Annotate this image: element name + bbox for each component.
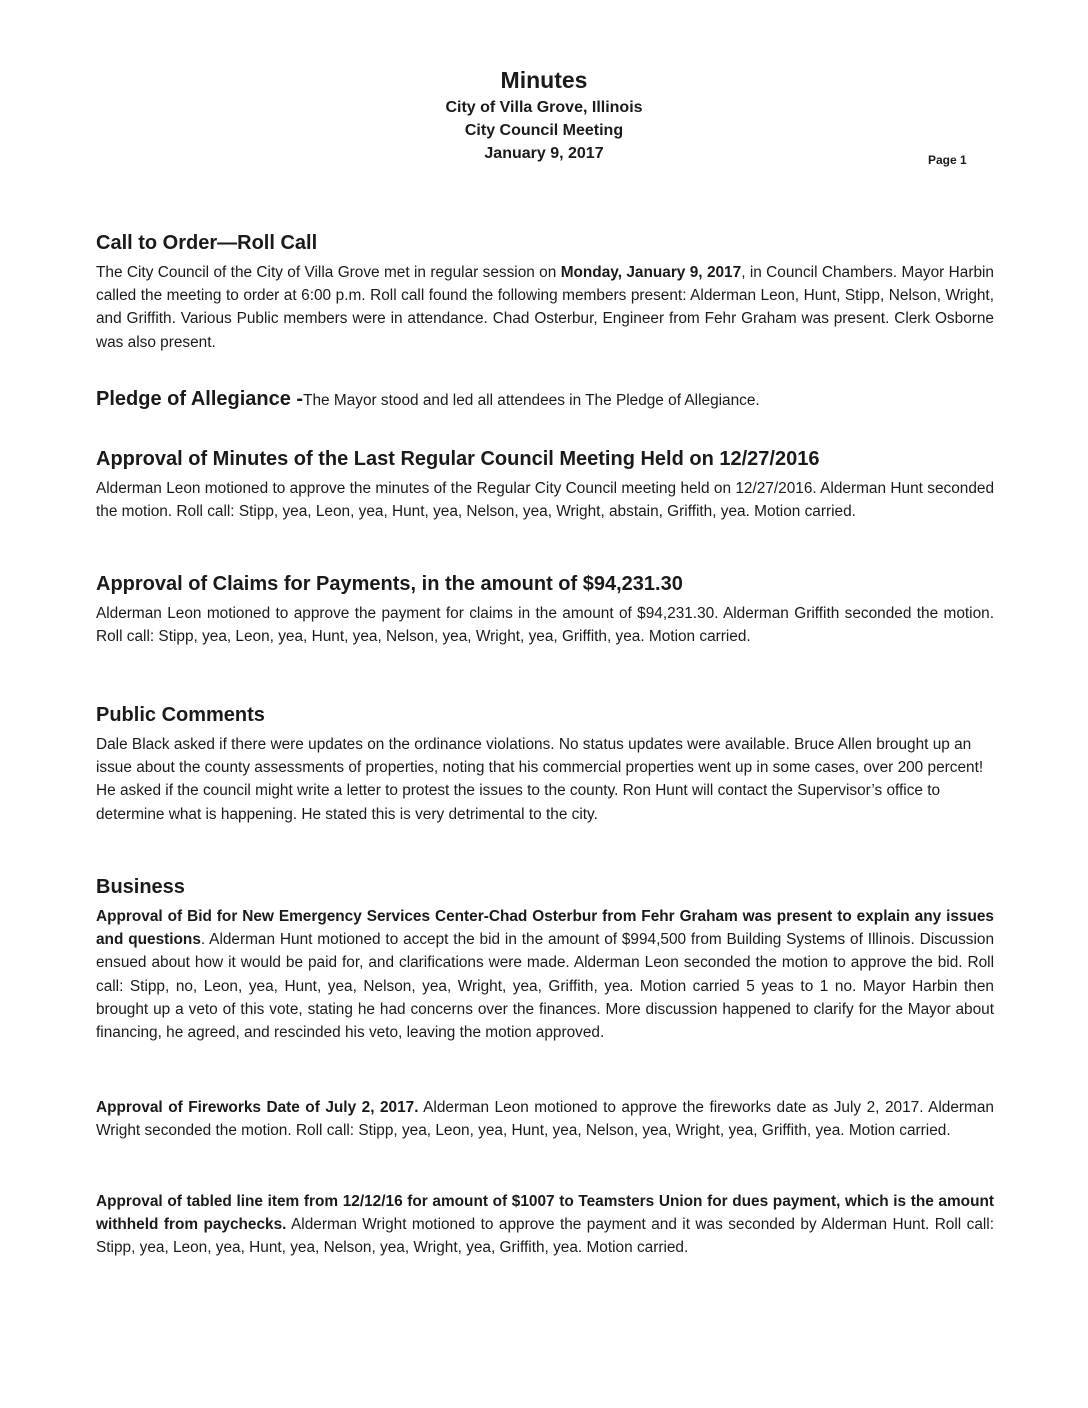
section-heading: Approval of Claims for Payments, in the amount of $94,231.30	[96, 573, 683, 595]
section-public-comments	[96, 702, 994, 826]
section-call-to-order	[96, 230, 994, 354]
section-approval-minutes	[96, 446, 994, 523]
document-title: Minutes	[500, 67, 588, 93]
body-text: , in Council Chambers. Mayor Harbin called the meeting to order at 6:00 p.m. Roll call found the following members present: Alderman Leon, Hunt, Stipp, Nelson, Wright, and Griffith. Various Public members were in attendance. Chad Osterbur, Engineer from Fehr Graham was present. Clerk Osborne was also present.	[96, 264, 994, 351]
section-body: Alderman Leon motioned to approve the payment for claims in the amount of $94,231.30. Alderman Griffith seconded the motion. Roll call: Stipp, yea, Leon, yea, Hunt, yea, Nelson, yea, Wright, yea, Griffith, yea. Motion carried.	[96, 605, 994, 646]
item-text: Alderman Leon motioned to approve the fireworks date as July 2, 2017. Alderman Wright seconded the motion. Roll call: Stipp, yea, Leon, yea, Hunt, yea, Nelson, yea, Wright, yea, Griffith, yea. Motion carried.	[96, 1099, 994, 1140]
section-body: The Mayor stood and led all attendees in The Pledge of Allegiance.	[303, 392, 760, 409]
meeting-type: City Council Meeting	[464, 122, 624, 139]
item-text: Alderman Wright motioned to approve the payment and it was seconded by Alderman Hunt. Roll call: Stipp, yea, Leon, yea, Hunt, yea, Nelson, yea, Wright, yea, Griffith, yea. Motion carried.	[96, 1216, 994, 1257]
meeting-date: January 9, 2017	[484, 145, 604, 162]
section-body	[96, 261, 994, 354]
section-approval-claims	[96, 571, 994, 648]
business-item-fireworks	[96, 1096, 994, 1142]
section-heading: Pledge of Allegiance -	[96, 388, 304, 410]
section-body: Alderman Leon motioned to approve the minutes of the Regular City Council meeting held on 12/27/2016. Alderman Hunt seconded the motion. Roll call: Stipp, yea, Leon, yea, Hunt, yea, Nelson, yea, Wright, abstain, Griffith, yea. Motion carried.	[96, 480, 994, 521]
section-heading: Public Comments	[96, 704, 265, 726]
document-header	[0, 64, 1088, 165]
item-body	[96, 1096, 994, 1142]
section-heading: Call to Order—Roll Call	[96, 232, 318, 254]
item-body	[96, 1190, 994, 1260]
section-heading: Business	[96, 876, 185, 898]
business-item-emergency-center	[96, 905, 994, 1044]
meeting-date-bold: Monday, January 9, 2017	[560, 264, 742, 281]
business-item-teamsters	[96, 1190, 994, 1260]
city-name: City of Villa Grove, Illinois	[445, 99, 643, 116]
section-heading: Approval of Minutes of the Last Regular Council Meeting Held on 12/27/2016	[96, 448, 820, 470]
item-title: Approval of tabled line item from 12/12/16 for amount of $1007 to Teamsters Union for dues payment, which is the amount withheld from paychecks.	[96, 1193, 994, 1234]
item-title: Approval of Fireworks Date of July 2, 2017.	[96, 1099, 419, 1116]
section-body: Dale Black asked if there were updates on the ordinance violations. No status updates were available. Bruce Allen brought up an issue about the county assessments of properties, noting that his commercial properties went up in some cases, over 200 percent! He asked if the council might write a letter to protest the issues to the county. Ron Hunt will contact the Supervisor’s office to determine what is happening. He stated this is very detrimental to the city.	[96, 736, 984, 823]
section-pledge	[96, 386, 994, 414]
section-business	[96, 874, 994, 1044]
item-title: Approval of Bid for New Emergency Services Center-Chad Osterbur from Fehr Graham was present to explain any issues and questions	[96, 908, 994, 949]
body-text: The City Council of the City of Villa Grove met in regular session on	[96, 264, 561, 281]
page-number: Page 1	[928, 153, 967, 167]
item-text: . Alderman Hunt motioned to accept the bid in the amount of $994,500 from Building Systems of Illinois. Discussion ensued about how it would be paid for, and clarifications were made. Alderman Leon seconded the motion to approve the bid. Roll call: Stipp, no, Leon, yea, Hunt, yea, Nelson, yea, Wright, yea, Griffith, yea. Motion carried 5 yeas to 1 no. Mayor Harbin then brought up a veto of this vote, stating he had concerns over the finances. More discussion happened to clarify for the Mayor about financing, he agreed, and rescinded his veto, leaving the motion approved.	[96, 931, 995, 1042]
